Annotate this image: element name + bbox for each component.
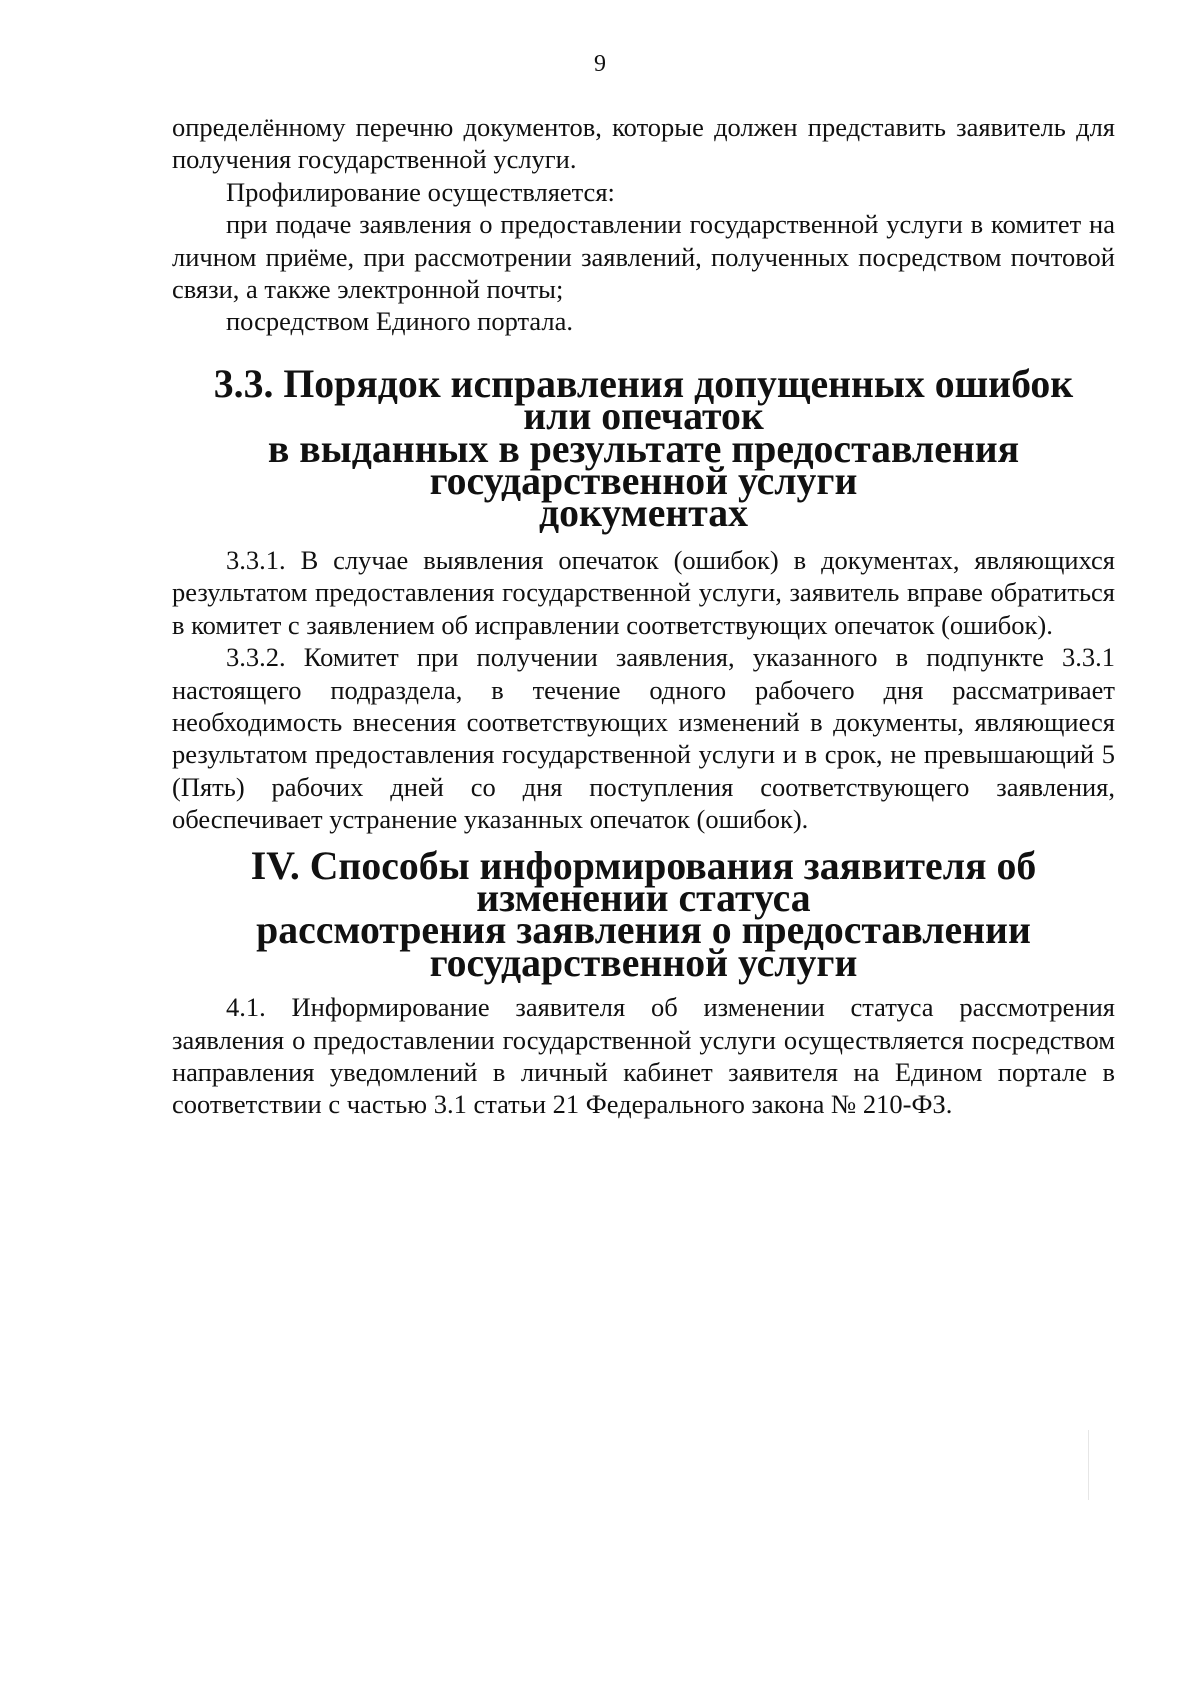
document-body	[172, 111, 1115, 1121]
paragraph-profiling-portal: посредством Единого портала.	[226, 306, 574, 337]
page-number: 9	[594, 51, 606, 77]
section-3-3-heading-line: 3.3. Порядок исправления допущенных ошибок или опечаток	[213, 361, 1074, 439]
section-4-heading-line: рассмотрения заявления о предоставлении государственной услуги	[256, 908, 1031, 985]
section-3-3-heading-line: документах	[538, 491, 749, 536]
section-3-3-heading-line: в выданных в результате предоставления государственной услуги	[267, 426, 1020, 504]
section-3-3-heading	[172, 361, 1115, 536]
scan-artifact-line	[1088, 1430, 1089, 1500]
paragraph-profiling-in-person: при подаче заявления о предоставлении государственной услуги в комитет на личном приёме, при рассмотрении заявлений, полученных посредством почтовой связи, а также электронной почты;	[172, 209, 1115, 305]
paragraph-profiling-intro: Профилирование осуществляется:	[226, 176, 615, 207]
section-4-heading-line: IV. Способы информирования заявителя об изменении статуса	[250, 843, 1037, 920]
section-4-heading	[172, 843, 1115, 985]
paragraph-continuation: определённому перечню документов, которые должен представить заявитель для получения государственной услуги.	[172, 112, 1115, 175]
paragraph-3-3-1: 3.3.1. В случае выявления опечаток (ошибок) в документах, являющихся результатом предоставления государственной услуги, заявитель вправе обратиться в комитет с заявлением об исправлении соответствующих опечаток (ошибок).	[172, 544, 1115, 640]
paragraph-4-1: 4.1. Информирование заявителя об изменении статуса рассмотрения заявления о предоставлении государственной услуги осуществляется посредством направления уведомлений в личный кабинет заявителя на Едином портале в соответствии с частью 3.1 статьи 21 Федерального закона № 210-ФЗ.	[172, 992, 1115, 1120]
paragraph-3-3-2: 3.3.2. Комитет при получении заявления, указанного в подпункте 3.3.1 настоящего подраздела, в течение одного рабочего дня рассматривает необходимость внесения соответствующих изменений в документы, являющиеся результатом предоставления государственной услуги и в срок, не превышающий 5 (Пять) рабочих дней со дня поступления соответствующего заявления, обеспечивает устранение указанных опечаток (ошибок).	[172, 642, 1115, 835]
